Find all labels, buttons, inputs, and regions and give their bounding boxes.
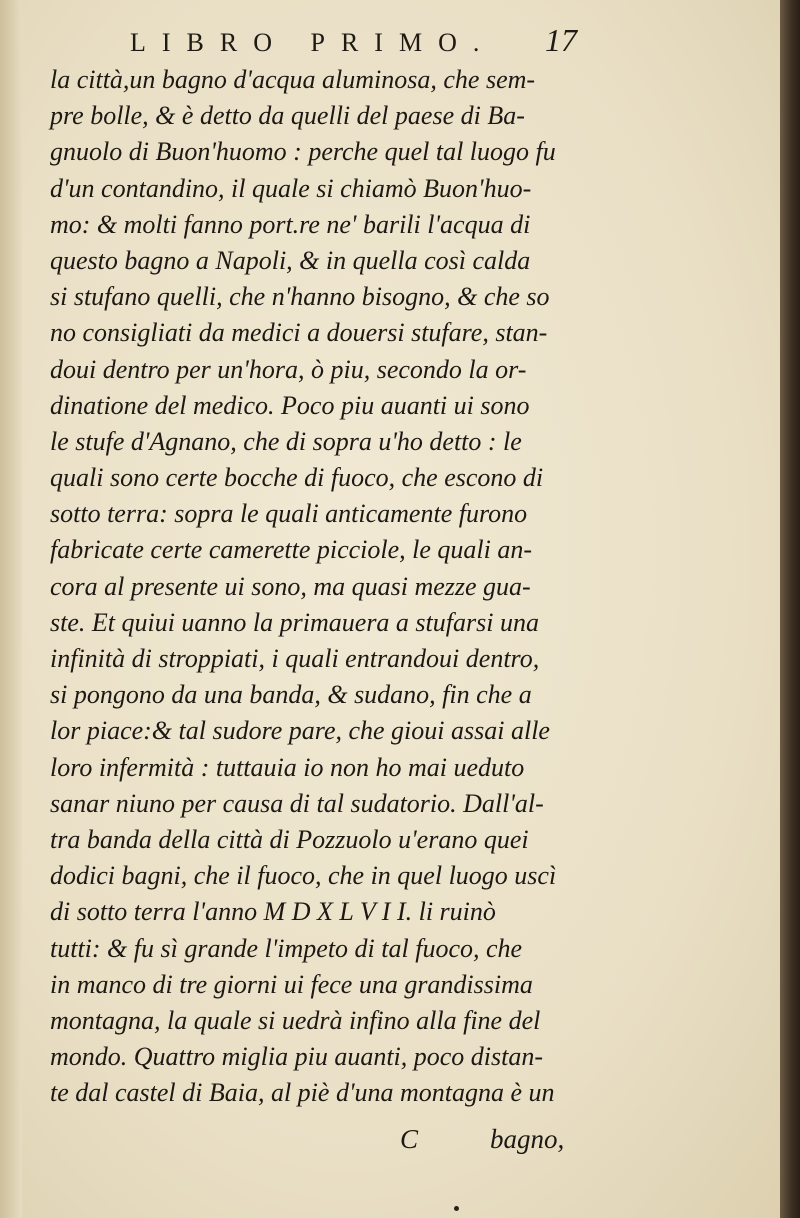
text-line: quali sono certe bocche di fuoco, che escono di <box>50 463 544 493</box>
text-line: lor piace:& tal sudore pare, che gioui assai alle <box>50 716 550 746</box>
text-line: si stufano quelli, che n'hanno bisogno, & che so <box>50 282 550 312</box>
page-number: 17 <box>545 22 577 58</box>
page-header <box>0 22 780 64</box>
text-line: in manco di tre giorni ui fece una grandissima <box>50 969 533 999</box>
text-line: pre bolle, & è detto da quelli del paese di Ba- <box>50 101 525 131</box>
text-line: di sotto terra l'anno M D X L V I I. li ruinò <box>50 897 496 927</box>
text-line: montagna, la quale si uedrà infino alla fine del <box>50 1005 541 1035</box>
text-line: gnuolo di Buon'huomo : perche quel tal luogo fu <box>50 137 556 167</box>
signature-mark: C <box>400 1124 419 1154</box>
text-line: ste. Et quiui uanno la primauera a stufarsi una <box>50 607 539 637</box>
text-line: le stufe d'Agnano, che di sopra u'ho detto : le <box>50 426 522 456</box>
running-title: LIBRO PRIMO. <box>130 28 496 57</box>
text-line: questo bagno a Napoli, & in quella così calda <box>50 245 531 275</box>
text-line: mondo. Quattro miglia piu auanti, poco distan- <box>50 1042 544 1072</box>
text-line: loro infermità : tuttauia io non ho mai ueduto <box>50 752 525 782</box>
page-footer <box>400 1124 640 1164</box>
page-gutter <box>0 0 22 1218</box>
text-line: d'un contandino, il quale si chiamò Buon'huo- <box>50 173 532 203</box>
text-line: fabricate certe camerette picciole, le quali an- <box>50 535 533 565</box>
text-line: infinità di stroppiati, i quali entrandoui dentro, <box>50 644 540 673</box>
text-line: la città,un bagno d'acqua aluminosa, che sem- <box>50 65 536 94</box>
text-line: doui dentro per un'hora, ò piu, secondo la or- <box>50 354 527 384</box>
text-line: tutti: & fu sì grande l'impeto di tal fuoco, che <box>50 933 523 963</box>
text-line: dinatione del medico. Poco piu auanti ui sono <box>50 390 530 420</box>
text-line: te dal castel di Baia, al piè d'una montagna è un <box>50 1078 555 1108</box>
text-line: tra banda della città di Pozzuolo u'erano quei <box>50 824 529 854</box>
text-line: mo: & molti fanno port.re ne' barili l'acqua di <box>50 209 531 239</box>
text-line: dodici bagni, che il fuoco, che in quel luogo uscì <box>50 861 557 891</box>
text-line: sotto terra: sopra le quali anticamente furono <box>50 499 528 529</box>
ink-speck <box>454 1206 459 1211</box>
text-line: no consigliati da medici a douersi stufare, stan- <box>50 318 548 348</box>
text-line: sanar niuno per causa di tal sudatorio. Dall'al- <box>50 788 544 818</box>
text-line: si pongono da una banda, & sudano, fin che a <box>50 680 532 710</box>
book-binding-edge <box>780 0 800 1218</box>
body-text <box>50 62 620 1111</box>
catchword: bagno, <box>490 1124 565 1154</box>
text-line: cora al presente ui sono, ma quasi mezze gua- <box>50 571 531 601</box>
